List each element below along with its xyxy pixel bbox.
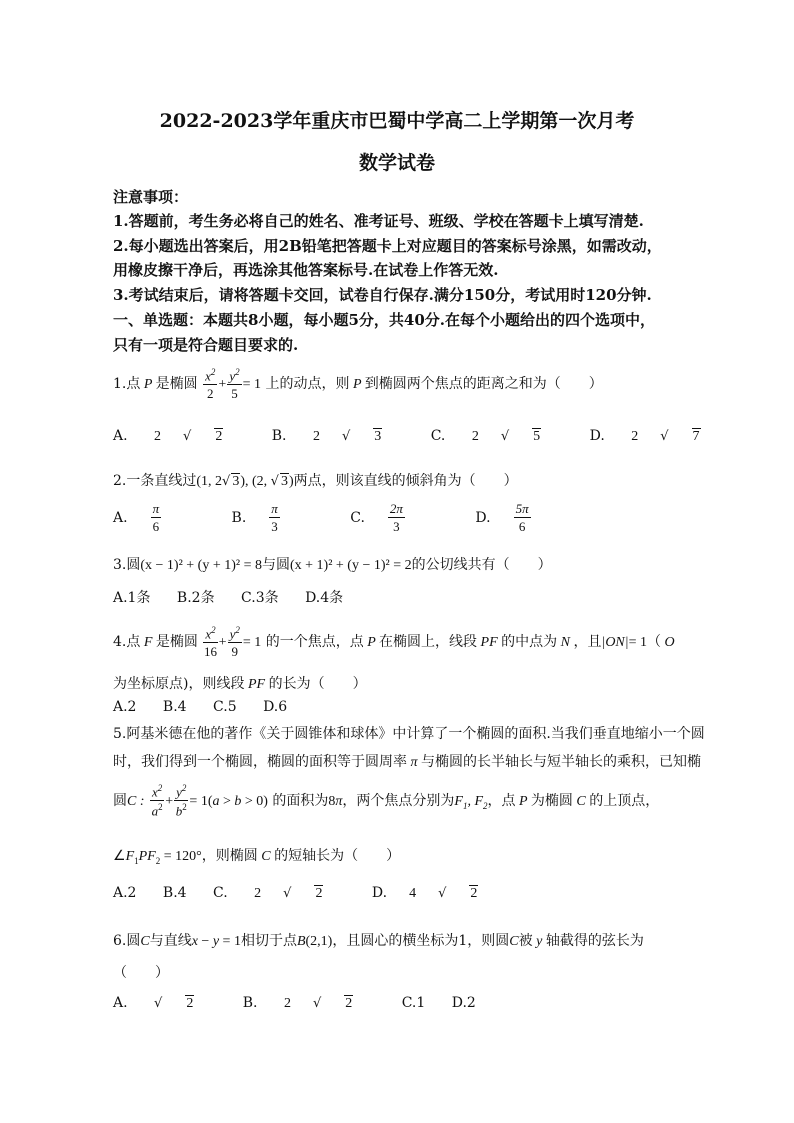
fraction-y2-over-5: $\frac{y^2}{5}$ — [229, 367, 240, 402]
option-b[interactable]: B. 2 √ 3 — [271, 428, 382, 444]
option-a[interactable]: A. √ 2 — [113, 995, 194, 1011]
question-2-options — [113, 502, 597, 533]
option-d[interactable]: D.2 — [451, 995, 476, 1011]
question-6-line-2: （ ） — [113, 965, 169, 981]
section-heading-line-2: 只有一项是符合题目要求的. — [113, 336, 299, 354]
option-c[interactable]: C. $\frac{2\pi}{3}$ — [350, 501, 403, 534]
question-3-options — [113, 587, 365, 607]
option-c[interactable]: C. 2 √ 2 — [213, 885, 323, 901]
option-a[interactable]: A. 2 √ 2 — [113, 428, 223, 444]
option-d[interactable]: D. 4 √ 2 — [371, 885, 478, 901]
question-1: 1.点 P 是椭圆 $\frac{x^2}{2}$ + $\frac{y^2}{5}$ = 1 上的动点，则 P 到椭圆两个焦点的距离之和为（ ） — [113, 367, 603, 402]
option-a[interactable]: A.2 — [113, 699, 137, 715]
option-c[interactable]: C. 2 √ 5 — [430, 428, 541, 444]
option-b[interactable]: B.4 — [162, 885, 187, 901]
exam-title: 2022-2023学年重庆市巴蜀中学高二上学期第一次月考 — [159, 110, 635, 132]
option-d[interactable]: D. $\frac{5\pi}{6}$ — [475, 501, 529, 534]
option-b[interactable]: B.4 — [162, 699, 187, 715]
option-c[interactable]: C.1 — [401, 995, 426, 1011]
note-item-2-line-2: 用橡皮擦干净后，再选涂其他答案标号.在试卷上作答无效. — [113, 261, 499, 279]
note-item-2-line-1: 2.每小题选出答案后，用2B铅笔把答题卡上对应题目的答案标号涂黑，如需改动， — [113, 237, 662, 255]
question-5-options — [113, 885, 522, 902]
question-5-line-4: $\angle F_1PF_2 = 120^\circ$，则椭圆 C 的短轴长为（ ） — [113, 848, 401, 866]
option-b[interactable]: B. 2 √ 2 — [242, 995, 353, 1011]
question-1-options — [113, 428, 745, 445]
question-2: 2.一条直线过(1, 2√ 3), (2, √ 3)两点，则该直线的倾斜角为（ ） — [113, 473, 518, 489]
exam-subtitle: 数学试卷 — [358, 152, 435, 174]
option-d[interactable]: D.4条 — [305, 590, 344, 606]
option-c[interactable]: C.5 — [213, 699, 237, 715]
question-3: 3.圆(x − 1)² + (y + 1)² = 8与圆(x + 1)² + (y − 1)² = 2的公切线共有（ ） — [113, 557, 552, 573]
note-item-1: 1.答题前，考生务必将自己的姓名、准考证号、班级、学校在答题卡上填写清楚. — [113, 212, 644, 230]
option-a[interactable]: A. $\frac{\pi}{6}$ — [113, 501, 160, 534]
fraction-x2-over-2: $\frac{x^2}{2}$ — [205, 367, 216, 402]
notes-heading: 注意事项： — [113, 188, 189, 206]
note-item-3: 3.考试结束后，请将答题卡交回，试卷自行保存.满分150分，考试用时120分钟. — [113, 286, 652, 304]
option-d[interactable]: D.6 — [263, 699, 288, 715]
question-5-line-2: 时，我们得到一个椭圆，椭圆的面积等于圆周率 π 与椭圆的长半轴长与短半轴长的乘积，已知椭 — [113, 754, 702, 770]
question-5-line-1: 5.阿基米德在他的著作《关于圆锥体和球体》中计算了一个椭圆的面积.当我们垂直地缩小一个圆 — [113, 726, 705, 742]
option-b[interactable]: B. $\frac{\pi}{3}$ — [231, 501, 278, 534]
question-6-options — [113, 995, 498, 1012]
option-a[interactable]: A.1条 — [113, 590, 151, 606]
option-c[interactable]: C.3条 — [241, 590, 279, 606]
option-b[interactable]: B.2条 — [176, 590, 215, 606]
question-4-line-1: 4.点 F 是椭圆 $\frac{x^2}{16}$ + $\frac{y^2}{9}$ = 1 的一个焦点，点 P 在椭圆上，线段 PF 的中点为 N ，且|ON|= 1（ O — [113, 625, 675, 660]
question-5-line-3: 圆C : $\frac{x^2}{a^2}$ + $\frac{y^2}{b^2}$ = 1(a > b > 0) 的面积为8π，两个焦点分别为$F_1$, $F_2$，点 P 为椭圆 C 的上顶点， — [113, 783, 660, 819]
question-6-line-1: 6.圆C与直线x − y = 1相切于点B(2,1)，且圆心的横坐标为1，则圆C被 y 轴截得的弦长为 — [113, 933, 644, 949]
section-heading-line-1: 一、单选题：本题共8小题，每小题5分，共40分.在每个小题给出的四个选项中， — [113, 311, 655, 329]
option-a[interactable]: A.2 — [113, 885, 137, 901]
question-4-options — [113, 699, 309, 715]
option-d[interactable]: D. 2 √ 7 — [589, 428, 700, 444]
question-4-line-2: 为坐标原点)，则线段 PF 的长为（ ） — [113, 676, 367, 692]
